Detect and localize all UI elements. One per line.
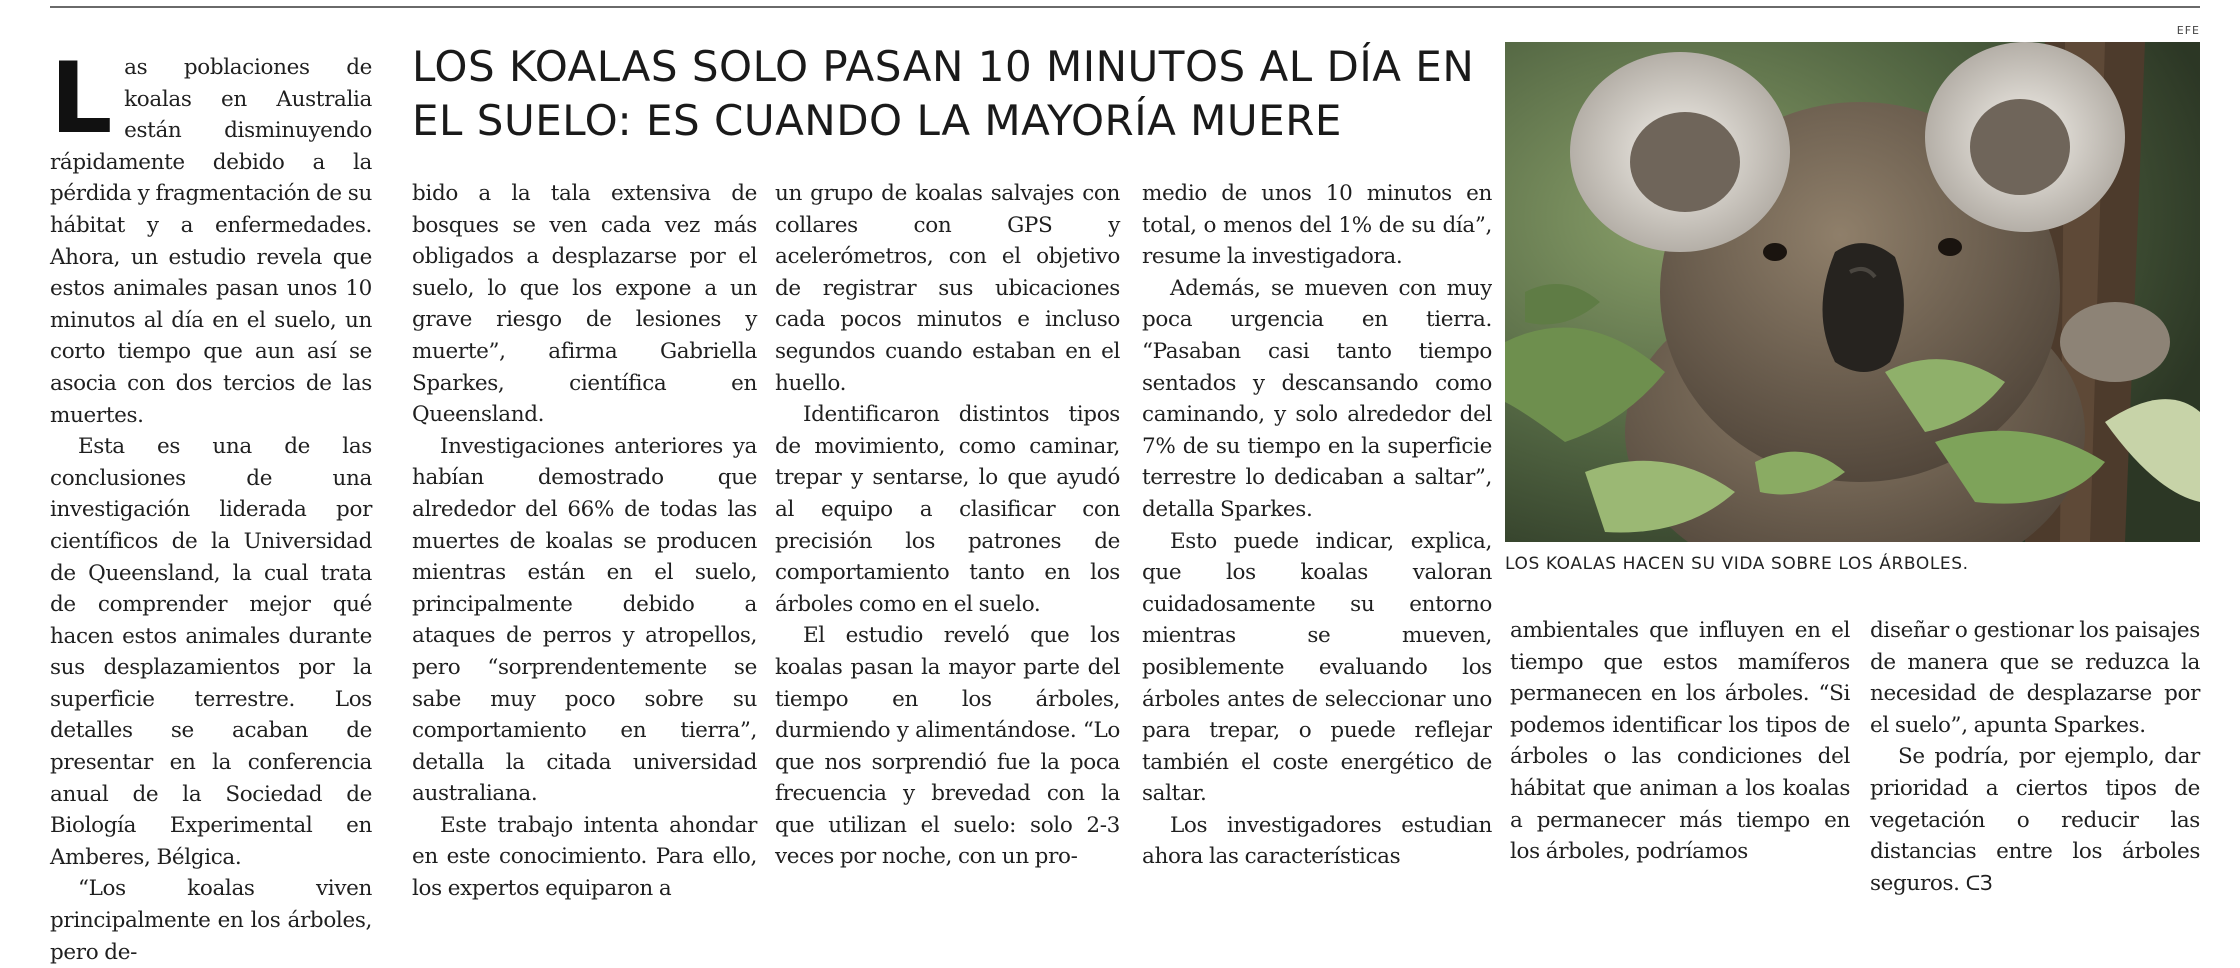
koala-photo xyxy=(1505,42,2200,542)
paragraph: Este trabajo intenta ahondar en este conocimiento. Para ello, los expertos equiparon a xyxy=(412,812,757,902)
paragraph-with-end-mark xyxy=(1870,741,2200,899)
paragraph: “Los koalas viven principalmente en los árboles, pero de- xyxy=(50,876,372,965)
koala-illustration xyxy=(1505,42,2200,542)
paragraph: ambientales que influyen en el tiempo que estos mamíferos permanecen en los árboles. “Si podemos identificar los tipos de árboles o las condiciones del hábitat que animan a los koalas a permanecer más tiempo en los árboles, podríamos xyxy=(1510,618,1850,865)
paragraph: Identificaron distintos tipos de movimiento, como caminar, trepar y sentarse, lo que ayudó al equipo a clasificar con precisión los patrones de comportamiento tanto en los árboles como en el suelo. xyxy=(775,402,1120,617)
top-rule xyxy=(50,6,2200,8)
paragraph: El estudio reveló que los koalas pasan la mayor parte del tiempo en los árboles, durmiendo y alimentándose. “Lo que nos sorprendió fue la poca frecuencia y brevedad con la que utilizan el suelo: solo 2-3 veces por noche, con un pro- xyxy=(775,623,1120,870)
article-column-5 xyxy=(1510,615,1850,868)
photo-caption: LOS KOALAS HACEN SU VIDA SOBRE LOS ÁRBOLES. xyxy=(1505,554,1969,574)
paragraph: bido a la tala extensiva de bosques se ven cada vez más obligados a desplazarse por el suelo, lo que los expone a un grave riesgo de lesiones y muerte”, afirma Gabriella Sparkes, científica en Queensland. xyxy=(412,181,757,428)
article-column-2 xyxy=(412,178,757,905)
article-column-6 xyxy=(1870,615,2200,899)
paragraph: medio de unos 10 minutos en total, o menos del 1% de su día”, resume la investigadora. xyxy=(1142,181,1492,270)
article-column-3 xyxy=(775,178,1120,873)
article-column-1 xyxy=(50,42,372,968)
paragraph: diseñar o gestionar los paisajes de manera que se reduzca la necesidad de desplazarse por el suelo”, apunta Sparkes. xyxy=(1870,618,2200,738)
paragraph: as poblaciones de koalas en Australia están disminuyendo rápidamente debido a la pérdida y fragmentación de su hábitat y a enfermedades. Ahora, un estudio revela que estos animales pasan unos 10 minutos al día en el suelo, un corto tiempo que aun así se asocia con dos tercios de las muertes. xyxy=(50,55,372,428)
paragraph: Esta es una de las conclusiones de una investigación liderada por científicos de la Universidad de Queensland, la cual trata de comprender mejor qué hacen estos animales durante sus desplazamientos por la superficie terrestre. Los detalles se acaban de presentar en la conferencia anual de la Sociedad de Biología Experimental en Amberes, Bélgica. xyxy=(50,434,372,870)
paragraph: Investigaciones anteriores ya habían demostrado que alrededor del 66% de todas las muertes de koalas se producen mientras están en el suelo, principalmente debido a ataques de perros y atropellos, pero “sorprendentemente se sabe muy poco sobre su comportamiento en tierra”, detalla la citada universidad australiana. xyxy=(412,433,757,807)
paragraph: Los investigadores estudian ahora las características xyxy=(1142,812,1492,870)
photo-credit: EFE xyxy=(2176,24,2200,37)
paragraph: Esto puede indicar, explica, que los koalas valoran cuidadosamente su entorno mientras se mueven, posiblemente evaluando los árboles antes de seleccionar uno para trepar, o puede reflejar también el coste energético de saltar. xyxy=(1142,528,1492,807)
end-mark-icon: ᑕЗ xyxy=(1965,870,1993,895)
paragraph: Además, se mueven con muy poca urgencia en tierra. “Pasaban casi tanto tiempo sentados y descansando como caminando, y solo alrededor del 7% de su tiempo en la superficie terrestre lo dedicaban a saltar”, detalla Sparkes. xyxy=(1142,275,1492,522)
article-column-4 xyxy=(1142,178,1492,898)
headline: LOS KOALAS SOLO PASAN 10 MINUTOS AL DÍA EN EL SUELO: ES CUANDO LA MAYORÍA MUERE xyxy=(412,42,1475,145)
paragraph: un grupo de koalas salvajes con collares con GPS y acelerómetros, con el objetivo de registrar sus ubicaciones cada pocos minutos e incluso segundos cuando estaban en el huello. xyxy=(775,181,1120,396)
paragraph: Se podría, por ejemplo, dar prioridad a ciertos tipos de vegetación o reducir las distancias entre los árboles seguros. xyxy=(1870,744,2200,896)
drop-cap: L xyxy=(50,42,113,156)
